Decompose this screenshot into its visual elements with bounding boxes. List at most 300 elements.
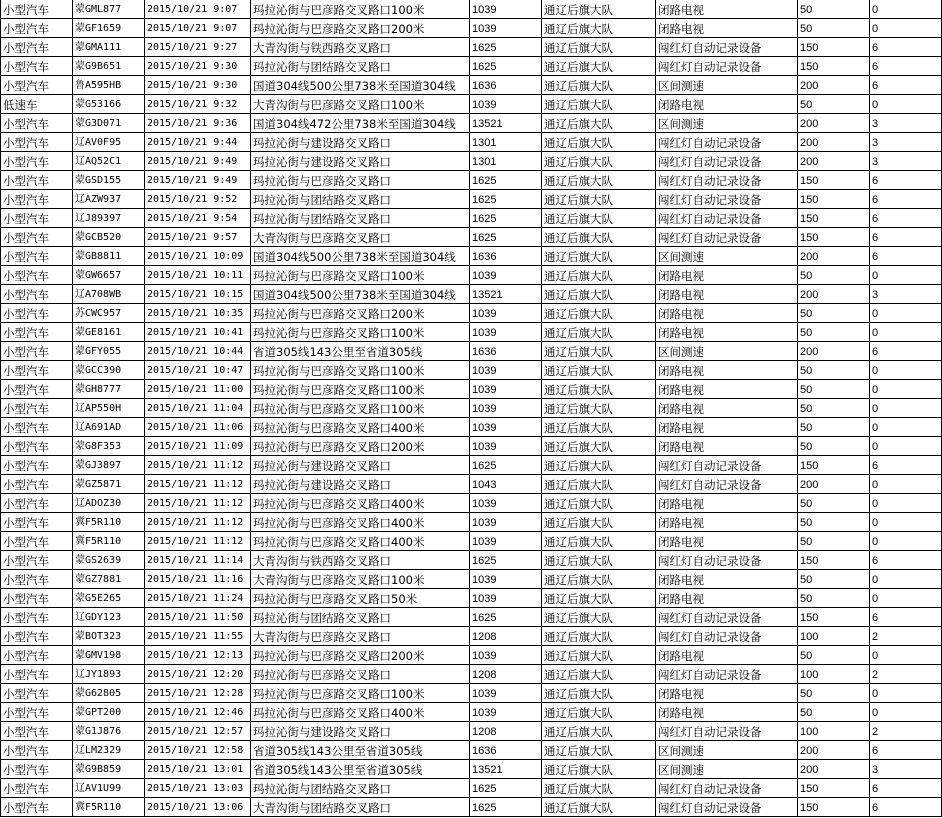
points-cell[interactable]: 6 (870, 779, 942, 798)
capture-device-cell[interactable]: 区间测速 (656, 342, 798, 361)
department-cell[interactable]: 通辽后旗大队 (542, 361, 656, 380)
datetime-cell[interactable]: 2015/10/21 9:07 (145, 19, 251, 38)
location-cell[interactable]: 玛拉沁街与团结路交叉路口 (251, 57, 470, 76)
plate-number-cell[interactable]: 辽AQ52C1 (73, 152, 145, 171)
points-cell[interactable]: 6 (870, 38, 942, 57)
points-cell[interactable]: 6 (870, 342, 942, 361)
violation-code-cell[interactable]: 1625 (470, 779, 542, 798)
plate-number-cell[interactable]: 蒙GSD155 (73, 171, 145, 190)
vehicle-type-cell[interactable]: 小型汽车 (1, 437, 73, 456)
department-cell[interactable]: 通辽后旗大队 (542, 589, 656, 608)
points-cell[interactable]: 2 (870, 627, 942, 646)
fine-amount-cell[interactable]: 50 (798, 380, 870, 399)
datetime-cell[interactable]: 2015/10/21 12:28 (145, 684, 251, 703)
vehicle-type-cell[interactable]: 小型汽车 (1, 665, 73, 684)
capture-device-cell[interactable]: 闯红灯自动记录设备 (656, 798, 798, 817)
fine-amount-cell[interactable]: 50 (798, 323, 870, 342)
plate-number-cell[interactable]: 辽AV1U99 (73, 779, 145, 798)
department-cell[interactable]: 通辽后旗大队 (542, 247, 656, 266)
violation-code-cell[interactable]: 1039 (470, 266, 542, 285)
datetime-cell[interactable]: 2015/10/21 9:07 (145, 0, 251, 19)
datetime-cell[interactable]: 2015/10/21 9:44 (145, 133, 251, 152)
vehicle-type-cell[interactable]: 小型汽车 (1, 684, 73, 703)
capture-device-cell[interactable]: 闭路电视 (656, 570, 798, 589)
department-cell[interactable]: 通辽后旗大队 (542, 665, 656, 684)
datetime-cell[interactable]: 2015/10/21 9:49 (145, 171, 251, 190)
fine-amount-cell[interactable]: 200 (798, 76, 870, 95)
capture-device-cell[interactable]: 闯红灯自动记录设备 (656, 551, 798, 570)
plate-number-cell[interactable]: 辽A708WB (73, 285, 145, 304)
location-cell[interactable]: 省道305线143公里至省道305线 (251, 342, 470, 361)
department-cell[interactable]: 通辽后旗大队 (542, 209, 656, 228)
violation-code-cell[interactable]: 1039 (470, 684, 542, 703)
fine-amount-cell[interactable]: 150 (798, 190, 870, 209)
department-cell[interactable]: 通辽后旗大队 (542, 57, 656, 76)
points-cell[interactable]: 3 (870, 152, 942, 171)
fine-amount-cell[interactable]: 150 (798, 551, 870, 570)
plate-number-cell[interactable]: 鲁A595HB (73, 76, 145, 95)
vehicle-type-cell[interactable]: 小型汽车 (1, 133, 73, 152)
department-cell[interactable]: 通辽后旗大队 (542, 475, 656, 494)
plate-number-cell[interactable]: 辽JY1893 (73, 665, 145, 684)
location-cell[interactable]: 玛拉沁街与巴彦路交叉路口100米 (251, 323, 470, 342)
fine-amount-cell[interactable]: 200 (798, 152, 870, 171)
capture-device-cell[interactable]: 闭路电视 (656, 380, 798, 399)
vehicle-type-cell[interactable]: 小型汽车 (1, 627, 73, 646)
department-cell[interactable]: 通辽后旗大队 (542, 437, 656, 456)
datetime-cell[interactable]: 2015/10/21 9:30 (145, 57, 251, 76)
capture-device-cell[interactable]: 区间测速 (656, 247, 798, 266)
capture-device-cell[interactable]: 闯红灯自动记录设备 (656, 209, 798, 228)
datetime-cell[interactable]: 2015/10/21 11:50 (145, 608, 251, 627)
points-cell[interactable]: 3 (870, 114, 942, 133)
plate-number-cell[interactable]: 蒙GCB520 (73, 228, 145, 247)
violation-code-cell[interactable]: 13521 (470, 114, 542, 133)
violation-code-cell[interactable]: 1625 (470, 608, 542, 627)
datetime-cell[interactable]: 2015/10/21 11:12 (145, 513, 251, 532)
fine-amount-cell[interactable]: 150 (798, 228, 870, 247)
capture-device-cell[interactable]: 闭路电视 (656, 399, 798, 418)
datetime-cell[interactable]: 2015/10/21 11:12 (145, 494, 251, 513)
vehicle-type-cell[interactable]: 小型汽车 (1, 779, 73, 798)
violation-code-cell[interactable]: 1625 (470, 38, 542, 57)
violation-code-cell[interactable]: 1636 (470, 741, 542, 760)
vehicle-type-cell[interactable]: 小型汽车 (1, 57, 73, 76)
points-cell[interactable]: 6 (870, 247, 942, 266)
points-cell[interactable]: 0 (870, 304, 942, 323)
vehicle-type-cell[interactable]: 小型汽车 (1, 399, 73, 418)
points-cell[interactable]: 0 (870, 399, 942, 418)
violation-code-cell[interactable]: 1039 (470, 19, 542, 38)
vehicle-type-cell[interactable]: 小型汽车 (1, 209, 73, 228)
vehicle-type-cell[interactable]: 小型汽车 (1, 418, 73, 437)
datetime-cell[interactable]: 2015/10/21 12:57 (145, 722, 251, 741)
datetime-cell[interactable]: 2015/10/21 10:15 (145, 285, 251, 304)
location-cell[interactable]: 玛拉沁街与巴彦路交叉路口400米 (251, 532, 470, 551)
department-cell[interactable]: 通辽后旗大队 (542, 114, 656, 133)
department-cell[interactable]: 通辽后旗大队 (542, 551, 656, 570)
violation-code-cell[interactable]: 13521 (470, 285, 542, 304)
department-cell[interactable]: 通辽后旗大队 (542, 513, 656, 532)
capture-device-cell[interactable]: 闭路电视 (656, 285, 798, 304)
location-cell[interactable]: 玛拉沁街与建设路交叉路口 (251, 722, 470, 741)
datetime-cell[interactable]: 2015/10/21 10:11 (145, 266, 251, 285)
datetime-cell[interactable]: 2015/10/21 10:09 (145, 247, 251, 266)
datetime-cell[interactable]: 2015/10/21 11:55 (145, 627, 251, 646)
capture-device-cell[interactable]: 闭路电视 (656, 95, 798, 114)
department-cell[interactable]: 通辽后旗大队 (542, 532, 656, 551)
capture-device-cell[interactable]: 闭路电视 (656, 684, 798, 703)
points-cell[interactable]: 0 (870, 513, 942, 532)
points-cell[interactable]: 0 (870, 646, 942, 665)
capture-device-cell[interactable]: 闭路电视 (656, 361, 798, 380)
capture-device-cell[interactable]: 闭路电视 (656, 323, 798, 342)
location-cell[interactable]: 玛拉沁街与巴彦路交叉路口400米 (251, 494, 470, 513)
fine-amount-cell[interactable]: 50 (798, 418, 870, 437)
department-cell[interactable]: 通辽后旗大队 (542, 703, 656, 722)
location-cell[interactable]: 省道305线143公里至省道305线 (251, 741, 470, 760)
plate-number-cell[interactable]: 蒙GCC390 (73, 361, 145, 380)
department-cell[interactable]: 通辽后旗大队 (542, 285, 656, 304)
points-cell[interactable]: 0 (870, 532, 942, 551)
fine-amount-cell[interactable]: 50 (798, 513, 870, 532)
location-cell[interactable]: 玛拉沁街与巴彦路交叉路口200米 (251, 437, 470, 456)
location-cell[interactable]: 玛拉沁街与建设路交叉路口 (251, 456, 470, 475)
capture-device-cell[interactable]: 区间测速 (656, 76, 798, 95)
vehicle-type-cell[interactable]: 小型汽车 (1, 494, 73, 513)
plate-number-cell[interactable]: 蒙GE8161 (73, 323, 145, 342)
capture-device-cell[interactable]: 闯红灯自动记录设备 (656, 665, 798, 684)
violation-code-cell[interactable]: 1039 (470, 703, 542, 722)
plate-number-cell[interactable]: 苏CWC957 (73, 304, 145, 323)
vehicle-type-cell[interactable]: 小型汽车 (1, 608, 73, 627)
capture-device-cell[interactable]: 闯红灯自动记录设备 (656, 171, 798, 190)
location-cell[interactable]: 大青沟街与铁西路交叉路口 (251, 38, 470, 57)
location-cell[interactable]: 玛拉沁街与巴彦路交叉路口100米 (251, 380, 470, 399)
fine-amount-cell[interactable]: 200 (798, 114, 870, 133)
plate-number-cell[interactable]: 蒙GFY055 (73, 342, 145, 361)
plate-number-cell[interactable]: 蒙GJ3897 (73, 456, 145, 475)
capture-device-cell[interactable]: 闭路电视 (656, 418, 798, 437)
violation-code-cell[interactable]: 1039 (470, 513, 542, 532)
capture-device-cell[interactable]: 闭路电视 (656, 304, 798, 323)
plate-number-cell[interactable]: 蒙GF1659 (73, 19, 145, 38)
capture-device-cell[interactable]: 闯红灯自动记录设备 (656, 57, 798, 76)
fine-amount-cell[interactable]: 100 (798, 722, 870, 741)
fine-amount-cell[interactable]: 50 (798, 684, 870, 703)
department-cell[interactable]: 通辽后旗大队 (542, 456, 656, 475)
capture-device-cell[interactable]: 闭路电视 (656, 703, 798, 722)
vehicle-type-cell[interactable]: 小型汽车 (1, 114, 73, 133)
violation-code-cell[interactable]: 1636 (470, 247, 542, 266)
fine-amount-cell[interactable]: 50 (798, 646, 870, 665)
plate-number-cell[interactable]: 辽AZW937 (73, 190, 145, 209)
vehicle-type-cell[interactable]: 小型汽车 (1, 304, 73, 323)
vehicle-type-cell[interactable]: 小型汽车 (1, 247, 73, 266)
points-cell[interactable]: 6 (870, 190, 942, 209)
capture-device-cell[interactable]: 区间测速 (656, 741, 798, 760)
plate-number-cell[interactable]: 蒙G8F353 (73, 437, 145, 456)
capture-device-cell[interactable]: 闯红灯自动记录设备 (656, 475, 798, 494)
capture-device-cell[interactable]: 闯红灯自动记录设备 (656, 190, 798, 209)
capture-device-cell[interactable]: 闯红灯自动记录设备 (656, 722, 798, 741)
department-cell[interactable]: 通辽后旗大队 (542, 779, 656, 798)
plate-number-cell[interactable]: 蒙G5E265 (73, 589, 145, 608)
plate-number-cell[interactable]: 辽LM2329 (73, 741, 145, 760)
fine-amount-cell[interactable]: 50 (798, 437, 870, 456)
plate-number-cell[interactable]: 蒙GPT200 (73, 703, 145, 722)
fine-amount-cell[interactable]: 50 (798, 589, 870, 608)
plate-number-cell[interactable]: 蒙GZ5871 (73, 475, 145, 494)
vehicle-type-cell[interactable]: 小型汽车 (1, 551, 73, 570)
location-cell[interactable]: 玛拉沁街与巴彦路交叉路口100米 (251, 399, 470, 418)
fine-amount-cell[interactable]: 150 (798, 798, 870, 817)
location-cell[interactable]: 大青沟街与铁西路交叉路口 (251, 551, 470, 570)
plate-number-cell[interactable]: 辽AV0F95 (73, 133, 145, 152)
violation-code-cell[interactable]: 1301 (470, 133, 542, 152)
fine-amount-cell[interactable]: 100 (798, 665, 870, 684)
points-cell[interactable]: 6 (870, 57, 942, 76)
location-cell[interactable]: 玛拉沁街与团结路交叉路口 (251, 608, 470, 627)
vehicle-type-cell[interactable]: 小型汽车 (1, 741, 73, 760)
points-cell[interactable]: 0 (870, 494, 942, 513)
points-cell[interactable]: 3 (870, 133, 942, 152)
violation-code-cell[interactable]: 1625 (470, 171, 542, 190)
department-cell[interactable]: 通辽后旗大队 (542, 608, 656, 627)
points-cell[interactable]: 0 (870, 266, 942, 285)
location-cell[interactable]: 玛拉沁街与巴彦路交叉路口400米 (251, 418, 470, 437)
vehicle-type-cell[interactable]: 小型汽车 (1, 380, 73, 399)
violation-code-cell[interactable]: 1039 (470, 0, 542, 19)
datetime-cell[interactable]: 2015/10/21 9:32 (145, 95, 251, 114)
points-cell[interactable]: 6 (870, 209, 942, 228)
fine-amount-cell[interactable]: 150 (798, 456, 870, 475)
plate-number-cell[interactable]: 冀F5R110 (73, 513, 145, 532)
violation-code-cell[interactable]: 1625 (470, 798, 542, 817)
department-cell[interactable]: 通辽后旗大队 (542, 76, 656, 95)
fine-amount-cell[interactable]: 200 (798, 285, 870, 304)
violation-code-cell[interactable]: 1625 (470, 57, 542, 76)
datetime-cell[interactable]: 2015/10/21 11:14 (145, 551, 251, 570)
capture-device-cell[interactable]: 区间测速 (656, 114, 798, 133)
fine-amount-cell[interactable]: 50 (798, 95, 870, 114)
department-cell[interactable]: 通辽后旗大队 (542, 760, 656, 779)
department-cell[interactable]: 通辽后旗大队 (542, 38, 656, 57)
vehicle-type-cell[interactable]: 小型汽车 (1, 76, 73, 95)
capture-device-cell[interactable]: 闭路电视 (656, 532, 798, 551)
violation-code-cell[interactable]: 1039 (470, 304, 542, 323)
fine-amount-cell[interactable]: 150 (798, 779, 870, 798)
vehicle-type-cell[interactable]: 小型汽车 (1, 323, 73, 342)
datetime-cell[interactable]: 2015/10/21 9:27 (145, 38, 251, 57)
plate-number-cell[interactable]: 蒙GH8777 (73, 380, 145, 399)
plate-number-cell[interactable]: 辽GDY123 (73, 608, 145, 627)
department-cell[interactable]: 通辽后旗大队 (542, 171, 656, 190)
plate-number-cell[interactable]: 蒙G1J876 (73, 722, 145, 741)
points-cell[interactable]: 6 (870, 798, 942, 817)
points-cell[interactable]: 0 (870, 475, 942, 494)
violation-code-cell[interactable]: 1039 (470, 532, 542, 551)
capture-device-cell[interactable]: 闭路电视 (656, 0, 798, 19)
datetime-cell[interactable]: 2015/10/21 12:13 (145, 646, 251, 665)
plate-number-cell[interactable]: 辽ADOZ30 (73, 494, 145, 513)
capture-device-cell[interactable]: 闭路电视 (656, 437, 798, 456)
points-cell[interactable]: 0 (870, 19, 942, 38)
datetime-cell[interactable]: 2015/10/21 12:58 (145, 741, 251, 760)
plate-number-cell[interactable]: 蒙G9B859 (73, 760, 145, 779)
datetime-cell[interactable]: 2015/10/21 9:52 (145, 190, 251, 209)
vehicle-type-cell[interactable]: 小型汽车 (1, 171, 73, 190)
department-cell[interactable]: 通辽后旗大队 (542, 190, 656, 209)
vehicle-type-cell[interactable]: 小型汽车 (1, 760, 73, 779)
violation-code-cell[interactable]: 1039 (470, 380, 542, 399)
plate-number-cell[interactable]: 冀F5R110 (73, 798, 145, 817)
points-cell[interactable]: 6 (870, 608, 942, 627)
violation-code-cell[interactable]: 1625 (470, 190, 542, 209)
department-cell[interactable]: 通辽后旗大队 (542, 722, 656, 741)
datetime-cell[interactable]: 2015/10/21 9:54 (145, 209, 251, 228)
points-cell[interactable]: 0 (870, 570, 942, 589)
fine-amount-cell[interactable]: 50 (798, 494, 870, 513)
points-cell[interactable]: 0 (870, 95, 942, 114)
vehicle-type-cell[interactable]: 小型汽车 (1, 646, 73, 665)
datetime-cell[interactable]: 2015/10/21 11:04 (145, 399, 251, 418)
fine-amount-cell[interactable]: 200 (798, 342, 870, 361)
violation-code-cell[interactable]: 1625 (470, 551, 542, 570)
capture-device-cell[interactable]: 闭路电视 (656, 513, 798, 532)
location-cell[interactable]: 玛拉沁街与巴彦路交叉路口400米 (251, 513, 470, 532)
department-cell[interactable]: 通辽后旗大队 (542, 19, 656, 38)
location-cell[interactable]: 国道304线500公里738米至国道304线 (251, 247, 470, 266)
violation-code-cell[interactable]: 1301 (470, 152, 542, 171)
department-cell[interactable]: 通辽后旗大队 (542, 380, 656, 399)
points-cell[interactable]: 6 (870, 171, 942, 190)
capture-device-cell[interactable]: 闯红灯自动记录设备 (656, 608, 798, 627)
datetime-cell[interactable]: 2015/10/21 10:35 (145, 304, 251, 323)
capture-device-cell[interactable]: 闯红灯自动记录设备 (656, 152, 798, 171)
fine-amount-cell[interactable]: 200 (798, 133, 870, 152)
fine-amount-cell[interactable]: 150 (798, 608, 870, 627)
location-cell[interactable]: 大青沟街与巴彦路交叉路口 (251, 627, 470, 646)
points-cell[interactable]: 0 (870, 418, 942, 437)
capture-device-cell[interactable]: 闭路电视 (656, 266, 798, 285)
fine-amount-cell[interactable]: 100 (798, 627, 870, 646)
plate-number-cell[interactable]: 辽AP550H (73, 399, 145, 418)
violation-code-cell[interactable]: 13521 (470, 760, 542, 779)
plate-number-cell[interactable]: 蒙BOT323 (73, 627, 145, 646)
location-cell[interactable]: 玛拉沁街与巴彦路交叉路口 (251, 665, 470, 684)
capture-device-cell[interactable]: 闭路电视 (656, 494, 798, 513)
violation-code-cell[interactable]: 1039 (470, 437, 542, 456)
points-cell[interactable]: 2 (870, 722, 942, 741)
fine-amount-cell[interactable]: 50 (798, 0, 870, 19)
violation-code-cell[interactable]: 1636 (470, 76, 542, 95)
department-cell[interactable]: 通辽后旗大队 (542, 494, 656, 513)
datetime-cell[interactable]: 2015/10/21 10:47 (145, 361, 251, 380)
location-cell[interactable]: 玛拉沁街与巴彦路交叉路口 (251, 171, 470, 190)
location-cell[interactable]: 玛拉沁街与巴彦路交叉路口200米 (251, 304, 470, 323)
datetime-cell[interactable]: 2015/10/21 10:41 (145, 323, 251, 342)
vehicle-type-cell[interactable]: 小型汽车 (1, 228, 73, 247)
fine-amount-cell[interactable]: 200 (798, 760, 870, 779)
department-cell[interactable]: 通辽后旗大队 (542, 399, 656, 418)
plate-number-cell[interactable]: 蒙G9B651 (73, 57, 145, 76)
fine-amount-cell[interactable]: 50 (798, 703, 870, 722)
department-cell[interactable]: 通辽后旗大队 (542, 95, 656, 114)
department-cell[interactable]: 通辽后旗大队 (542, 228, 656, 247)
violation-code-cell[interactable]: 1039 (470, 323, 542, 342)
location-cell[interactable]: 玛拉沁街与建设路交叉路口 (251, 152, 470, 171)
datetime-cell[interactable]: 2015/10/21 11:09 (145, 437, 251, 456)
fine-amount-cell[interactable]: 50 (798, 532, 870, 551)
datetime-cell[interactable]: 2015/10/21 9:57 (145, 228, 251, 247)
fine-amount-cell[interactable]: 50 (798, 399, 870, 418)
datetime-cell[interactable]: 2015/10/21 11:16 (145, 570, 251, 589)
fine-amount-cell[interactable]: 200 (798, 247, 870, 266)
violation-code-cell[interactable]: 1039 (470, 589, 542, 608)
datetime-cell[interactable]: 2015/10/21 11:12 (145, 532, 251, 551)
plate-number-cell[interactable]: 蒙GW6657 (73, 266, 145, 285)
department-cell[interactable]: 通辽后旗大队 (542, 323, 656, 342)
department-cell[interactable]: 通辽后旗大队 (542, 304, 656, 323)
capture-device-cell[interactable]: 闭路电视 (656, 19, 798, 38)
location-cell[interactable]: 国道304线500公里738米至国道304线 (251, 76, 470, 95)
capture-device-cell[interactable]: 区间测速 (656, 760, 798, 779)
department-cell[interactable]: 通辽后旗大队 (542, 342, 656, 361)
location-cell[interactable]: 玛拉沁街与团结路交叉路口 (251, 779, 470, 798)
location-cell[interactable]: 玛拉沁街与巴彦路交叉路口200米 (251, 19, 470, 38)
datetime-cell[interactable]: 2015/10/21 9:36 (145, 114, 251, 133)
vehicle-type-cell[interactable]: 小型汽车 (1, 342, 73, 361)
department-cell[interactable]: 通辽后旗大队 (542, 570, 656, 589)
violation-code-cell[interactable]: 1039 (470, 399, 542, 418)
datetime-cell[interactable]: 2015/10/21 13:06 (145, 798, 251, 817)
violation-code-cell[interactable]: 1208 (470, 627, 542, 646)
department-cell[interactable]: 通辽后旗大队 (542, 627, 656, 646)
violation-code-cell[interactable]: 1625 (470, 228, 542, 247)
plate-number-cell[interactable]: 蒙GZ7881 (73, 570, 145, 589)
violation-code-cell[interactable]: 1208 (470, 722, 542, 741)
location-cell[interactable]: 玛拉沁街与巴彦路交叉路口100米 (251, 361, 470, 380)
fine-amount-cell[interactable]: 150 (798, 38, 870, 57)
violation-code-cell[interactable]: 1636 (470, 342, 542, 361)
violation-code-cell[interactable]: 1208 (470, 665, 542, 684)
capture-device-cell[interactable]: 闯红灯自动记录设备 (656, 456, 798, 475)
vehicle-type-cell[interactable]: 小型汽车 (1, 152, 73, 171)
vehicle-type-cell[interactable]: 小型汽车 (1, 570, 73, 589)
department-cell[interactable]: 通辽后旗大队 (542, 741, 656, 760)
fine-amount-cell[interactable]: 150 (798, 171, 870, 190)
vehicle-type-cell[interactable]: 小型汽车 (1, 589, 73, 608)
location-cell[interactable]: 玛拉沁街与巴彦路交叉路口400米 (251, 703, 470, 722)
plate-number-cell[interactable]: 蒙GML877 (73, 0, 145, 19)
location-cell[interactable]: 大青沟街与巴彦路交叉路口100米 (251, 95, 470, 114)
points-cell[interactable]: 6 (870, 551, 942, 570)
fine-amount-cell[interactable]: 50 (798, 266, 870, 285)
violation-code-cell[interactable]: 1625 (470, 456, 542, 475)
plate-number-cell[interactable]: 蒙G62805 (73, 684, 145, 703)
vehicle-type-cell[interactable]: 小型汽车 (1, 513, 73, 532)
department-cell[interactable]: 通辽后旗大队 (542, 646, 656, 665)
datetime-cell[interactable]: 2015/10/21 9:49 (145, 152, 251, 171)
points-cell[interactable]: 3 (870, 285, 942, 304)
violation-code-cell[interactable]: 1039 (470, 494, 542, 513)
points-cell[interactable]: 6 (870, 456, 942, 475)
points-cell[interactable]: 6 (870, 741, 942, 760)
violation-code-cell[interactable]: 1625 (470, 209, 542, 228)
points-cell[interactable]: 0 (870, 0, 942, 19)
datetime-cell[interactable]: 2015/10/21 11:12 (145, 456, 251, 475)
